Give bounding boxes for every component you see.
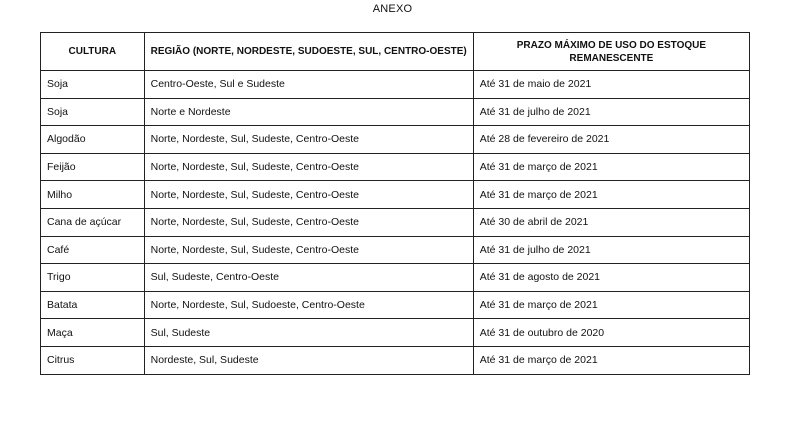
cell-cultura: Feijão (41, 153, 145, 181)
cell-regiao: Norte, Nordeste, Sul, Sudeste, Centro-Oeste (144, 181, 473, 209)
cell-prazo: Até 31 de março de 2021 (473, 153, 749, 181)
document-title: ANEXO (372, 3, 413, 15)
cell-regiao: Norte, Nordeste, Sul, Sudeste, Centro-Oeste (144, 126, 473, 154)
cell-prazo: Até 31 de março de 2021 (473, 181, 749, 209)
header-cultura: CULTURA (41, 33, 145, 71)
cell-cultura: Cana de açúcar (41, 208, 145, 236)
cell-prazo: Até 31 de julho de 2021 (473, 98, 749, 126)
header-regiao: REGIÃO (NORTE, NORDESTE, SUDOESTE, SUL, CENTRO-OESTE) (144, 33, 473, 71)
cell-regiao: Norte, Nordeste, Sul, Sudeste, Centro-Oeste (144, 236, 473, 264)
cell-regiao: Sul, Sudeste, Centro-Oeste (144, 264, 473, 292)
table-row (41, 291, 750, 319)
cell-prazo: Até 31 de julho de 2021 (473, 236, 749, 264)
table-row (41, 208, 750, 236)
header-prazo (473, 33, 749, 71)
header-prazo-line1: PRAZO MÁXIMO DE USO DO ESTOQUE (516, 39, 707, 51)
cell-cultura: Maça (41, 319, 145, 347)
cell-cultura: Algodão (41, 126, 145, 154)
cell-prazo: Até 31 de outubro de 2020 (473, 319, 749, 347)
table-body (41, 71, 750, 375)
cell-prazo: Até 31 de março de 2021 (473, 346, 749, 374)
table-row (41, 181, 750, 209)
cell-regiao: Norte, Nordeste, Sul, Sudeste, Centro-Oeste (144, 153, 473, 181)
cell-cultura: Batata (41, 291, 145, 319)
table-row (41, 98, 750, 126)
table-row (41, 126, 750, 154)
cell-cultura: Café (41, 236, 145, 264)
table-row (41, 264, 750, 292)
cell-prazo: Até 30 de abril de 2021 (473, 208, 749, 236)
cell-regiao: Norte, Nordeste, Sul, Sudoeste, Centro-Oeste (144, 291, 473, 319)
anexo-table (40, 32, 750, 375)
cell-cultura: Soja (41, 98, 145, 126)
table-row (41, 71, 750, 99)
cell-prazo: Até 31 de maio de 2021 (473, 71, 749, 99)
cell-cultura: Soja (41, 71, 145, 99)
cell-regiao: Nordeste, Sul, Sudeste (144, 346, 473, 374)
cell-regiao: Norte e Nordeste (144, 98, 473, 126)
table-row (41, 153, 750, 181)
table-header-row (41, 33, 750, 71)
table-row (41, 236, 750, 264)
cell-regiao: Centro-Oeste, Sul e Sudeste (144, 71, 473, 99)
cell-regiao: Norte, Nordeste, Sul, Sudeste, Centro-Oeste (144, 208, 473, 236)
table-row (41, 346, 750, 374)
cell-prazo: Até 28 de fevereiro de 2021 (473, 126, 749, 154)
cell-cultura: Trigo (41, 264, 145, 292)
table-row (41, 319, 750, 347)
cell-cultura: Citrus (41, 346, 145, 374)
cell-prazo: Até 31 de março de 2021 (473, 291, 749, 319)
cell-cultura: Milho (41, 181, 145, 209)
cell-regiao: Sul, Sudeste (144, 319, 473, 347)
cell-prazo: Até 31 de agosto de 2021 (473, 264, 749, 292)
header-prazo-line2: REMANESCENTE (569, 52, 654, 64)
